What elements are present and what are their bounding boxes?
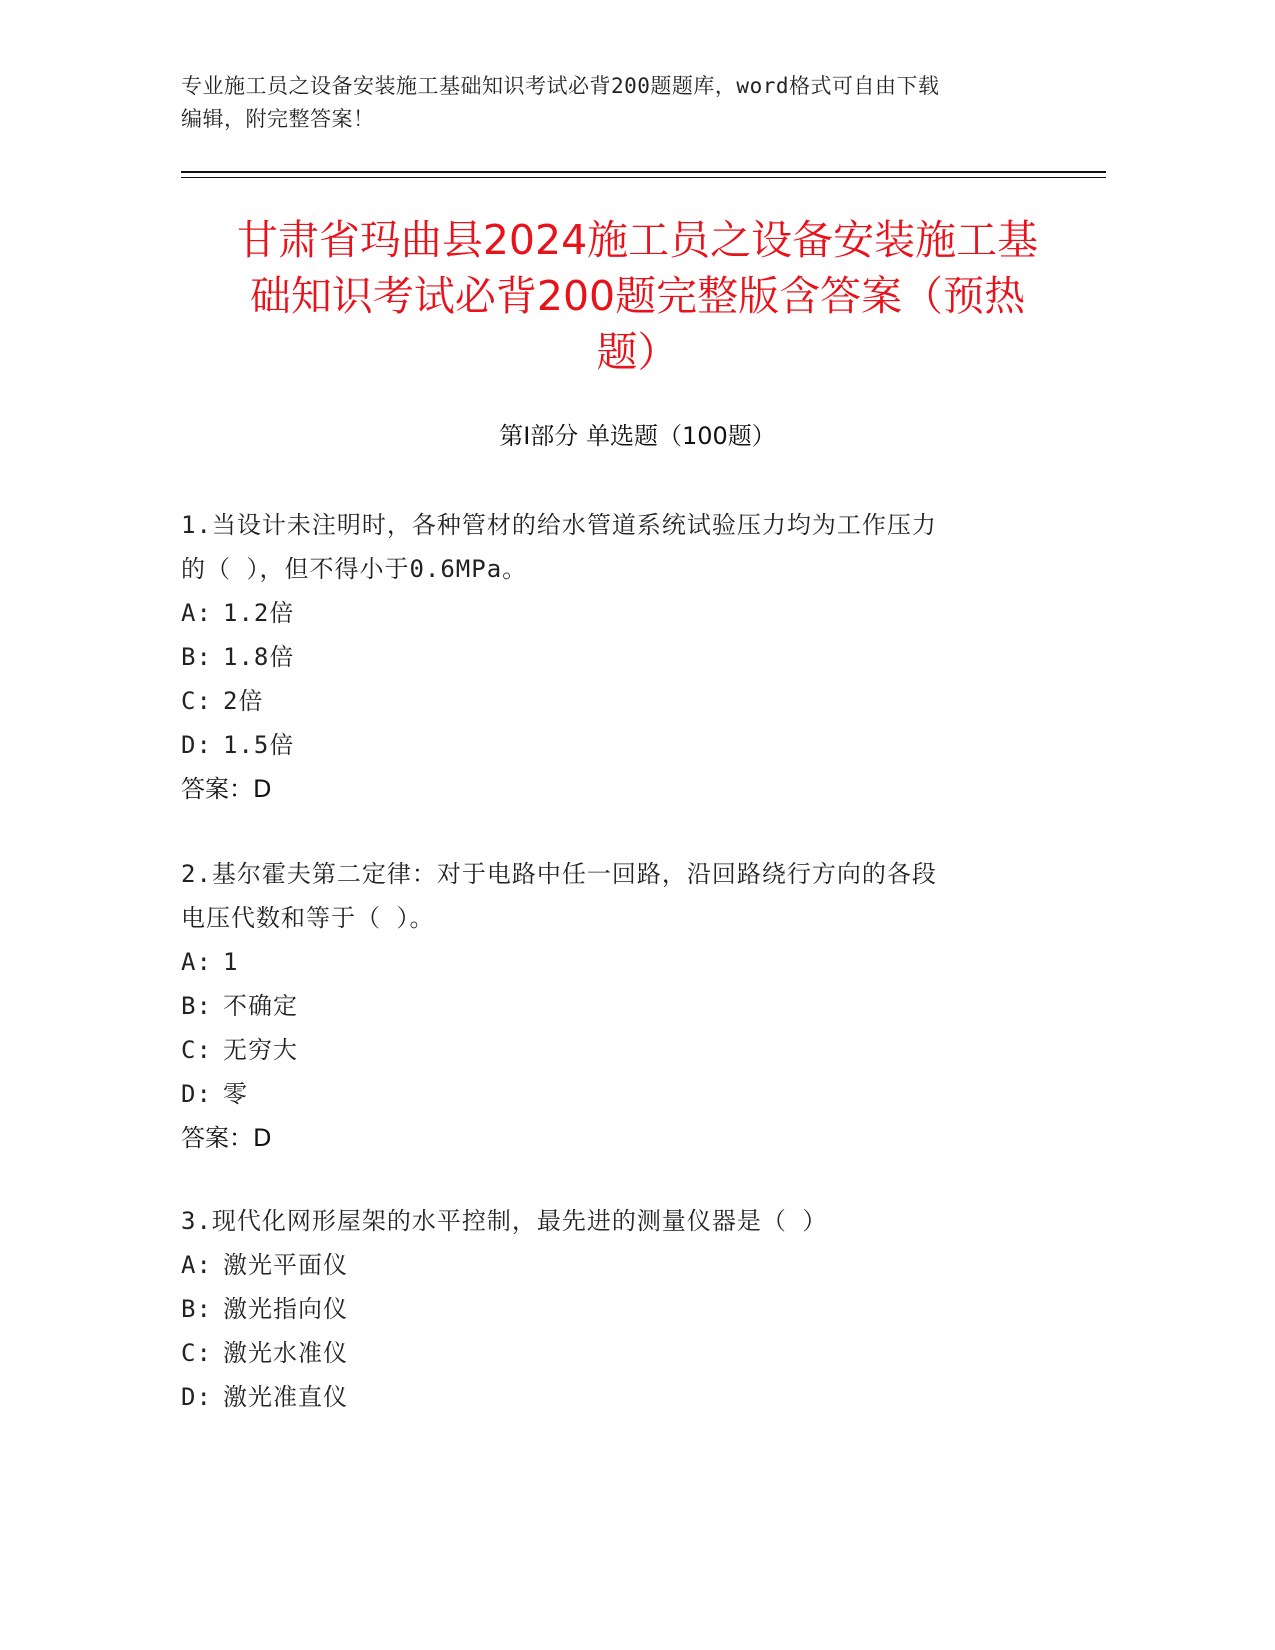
- option-label: C:: [181, 1339, 212, 1367]
- option-text: 激光水准仪: [223, 1339, 348, 1367]
- option-b: [181, 1287, 1041, 1331]
- option-c: [181, 1028, 1041, 1072]
- header-note-line1: 专业施工员之设备安装施工基础知识考试必背200题题库，word格式可自由下载: [181, 74, 940, 98]
- option-text: 激光指向仪: [223, 1295, 348, 1323]
- title-line2: 础知识考试必背200题完整版含答案（预热: [249, 272, 1026, 320]
- option-label: D:: [181, 1080, 212, 1108]
- option-b: [181, 984, 1041, 1028]
- option-label: D:: [181, 731, 212, 759]
- option-d: [181, 723, 1041, 767]
- option-label: D:: [181, 1383, 212, 1411]
- question-2: [181, 852, 1041, 1160]
- option-text: 不确定: [223, 992, 298, 1020]
- option-a: [181, 591, 1041, 635]
- option-text: 2倍: [223, 687, 264, 715]
- option-label: C:: [181, 1036, 212, 1064]
- option-c: [181, 1331, 1041, 1375]
- question-stem-cont: 的（ ），但不得小于0.6MPa。: [181, 555, 528, 583]
- option-text: 1.5倍: [223, 731, 295, 759]
- document-title: [175, 212, 1100, 380]
- option-b: [181, 635, 1041, 679]
- option-text: 1.8倍: [223, 643, 295, 671]
- section-heading: 第Ⅰ部分 单选题（100题）: [499, 422, 776, 450]
- answer: 答案：D: [181, 1124, 272, 1152]
- option-label: A:: [181, 1251, 212, 1279]
- option-text: 1.2倍: [223, 599, 295, 627]
- header-divider-thick: [181, 171, 1106, 173]
- title-line3: 题）: [596, 328, 679, 376]
- option-label: B:: [181, 992, 212, 1020]
- option-label: B:: [181, 1295, 212, 1323]
- option-d: [181, 1375, 1041, 1419]
- header-note-line2: 编辑，附完整答案！: [181, 107, 375, 131]
- question-stem: 2.基尔霍夫第二定律：对于电路中任一回路，沿回路绕行方向的各段: [181, 860, 937, 888]
- header-note: [181, 70, 1081, 136]
- question-stem: 3.现代化网形屋架的水平控制，最先进的测量仪器是（ ）: [181, 1207, 828, 1235]
- option-c: [181, 679, 1041, 723]
- question-3: [181, 1199, 1041, 1419]
- question-1: [181, 503, 1041, 811]
- question-stem-cont: 电压代数和等于（ ）。: [181, 904, 435, 932]
- option-label: C:: [181, 687, 212, 715]
- option-a: [181, 940, 1041, 984]
- question-stem: 1.当设计未注明时，各种管材的给水管道系统试验压力均为工作压力: [181, 511, 937, 539]
- option-label: A:: [181, 948, 212, 976]
- header-divider-thin: [181, 177, 1106, 178]
- option-a: [181, 1243, 1041, 1287]
- option-text: 激光准直仪: [223, 1383, 348, 1411]
- option-text: 激光平面仪: [223, 1251, 348, 1279]
- answer: 答案：D: [181, 775, 272, 803]
- option-text: 无穷大: [223, 1036, 298, 1064]
- title-line1: 甘肃省玛曲县2024施工员之设备安装施工基: [236, 216, 1039, 264]
- option-d: [181, 1072, 1041, 1116]
- option-label: B:: [181, 643, 212, 671]
- option-text: 1: [223, 948, 239, 976]
- option-text: 零: [223, 1080, 248, 1108]
- option-label: A:: [181, 599, 212, 627]
